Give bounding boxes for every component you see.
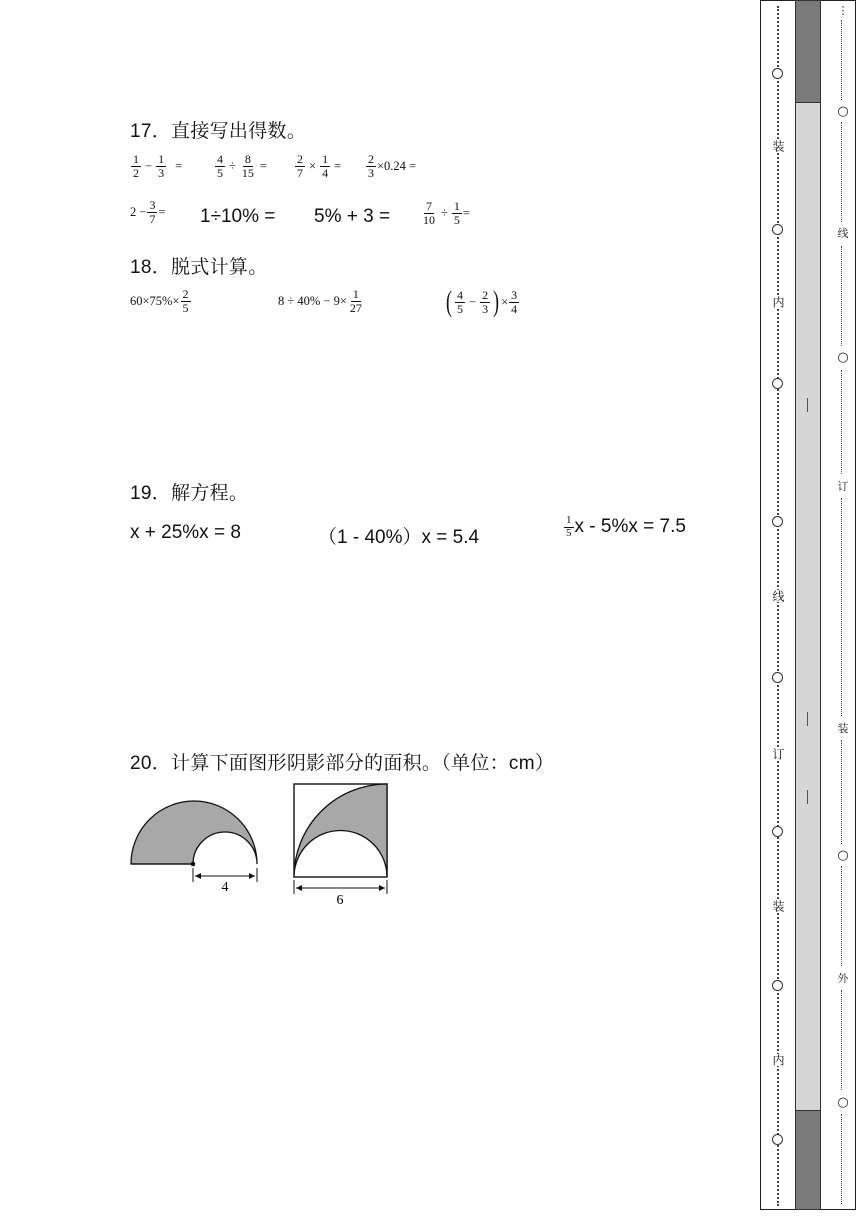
outer-dotted-line [841,1114,844,1204]
outer-dotted-line [841,866,844,966]
circle-glyph: ○ [837,104,849,119]
operator: ÷ [441,205,448,220]
binding-char: 内 [771,1054,785,1066]
frac-num: 2 [297,152,303,166]
right-paren: ) [493,285,500,318]
frac-den: 27 [349,300,362,315]
frac-num: 1 [453,199,460,213]
q19-expr-2: （1 - 40%）x = 5.4 [318,527,480,548]
arrow-right-icon [249,873,255,879]
binding-char: 内 [771,296,785,308]
binding-band-bottom [795,1110,821,1210]
circle-mark [772,378,783,389]
circle-glyph: ○ [837,1095,849,1110]
q20-title: 20．计算下面图形阴影部分的面积。（单位：cm） [130,753,555,774]
frac-den: 5 [457,301,463,316]
outer-dotted-line [841,122,844,222]
frac-den: 3 [368,165,374,180]
circle-mark [772,224,783,235]
outer-dotted-line [841,246,844,346]
frac-num: 7 [426,199,432,213]
q17-expr-4 [365,153,416,179]
expr-prefix: 60×75%× [130,293,180,308]
binding-outer-char: 线 [837,227,849,240]
frac-num: 1 [158,152,165,166]
binding-char: 订 [771,748,785,760]
circle-mark [772,1134,783,1145]
q18-title: 18．脱式计算。 [130,257,268,278]
fig1-dimension-label: 4 [221,880,229,895]
operator: × [309,158,317,173]
expr-rest: ×0.24 = [377,158,417,173]
dot-separator: ⋮ [837,4,849,17]
arrow-left-icon [195,873,201,879]
frac-den: 3 [158,165,165,180]
expr-rest: x - 5%x = 7.5 [574,516,686,538]
equals: = [175,158,183,173]
equals: = [462,205,470,220]
q18-expr-3 [444,287,520,317]
q17-expr-8 [420,200,470,226]
figure-shaded-arch [125,778,265,898]
frac-den: 2 [133,165,139,180]
frac-num: 2 [368,152,374,166]
circle-mark [772,672,783,683]
band-tick [807,790,808,804]
q18-expr-2 [278,288,365,314]
frac-num: 1 [133,152,139,166]
frac-den: 7 [149,211,156,226]
q17-expr-5 [130,199,166,225]
frac-num: 8 [244,152,251,166]
binding-outer-char: 装 [837,722,849,735]
q17-expr-2 [214,153,270,179]
operator: − [145,158,153,173]
frac-num: 2 [482,287,489,302]
arrow-right-icon [379,885,385,891]
q19-expr-1: x + 25%x = 8 [130,522,241,543]
operator: × [501,294,509,309]
equals: = [334,158,342,173]
band-tick [807,712,808,726]
circle-glyph: ○ [837,350,849,365]
frac-num: 4 [457,287,463,302]
binding-char: 装 [771,140,785,152]
circle-mark [772,826,783,837]
circle-mark [772,68,783,79]
outer-dotted-line [841,990,844,1090]
circle-glyph: ○ [837,848,849,863]
equals: = [259,158,267,173]
frac-num: 1 [566,514,572,526]
left-paren: ( [446,285,452,318]
figure-shaded-square [288,780,398,910]
frac-den: 15 [241,165,254,180]
binding-char: 装 [771,900,785,912]
frac-den: 7 [297,165,303,180]
circle-mark [772,980,783,991]
q18-expr-1 [130,288,192,314]
operator: ÷ [229,158,236,173]
frac-num: 1 [352,287,359,301]
frac-den: 5 [182,300,189,315]
q17-expr-6: 1÷10% = [200,206,276,227]
frac-den: 4 [511,301,518,316]
q19-title: 19．解方程。 [130,483,249,504]
outer-dotted-line [841,498,844,716]
frac-num: 4 [217,152,223,166]
inner-dotted-line [777,6,781,1206]
frac-num: 1 [322,152,329,166]
frac-den: 10 [423,212,435,227]
outer-dotted-line [841,20,844,100]
fig2-dimension-label: 6 [336,893,344,908]
binding-char: 线 [771,590,785,602]
q17-expr-7: 5% + 3 = [314,206,391,227]
frac-den: 5 [217,165,223,180]
q17-expr-3 [294,153,344,179]
frac-num: 3 [149,198,156,212]
circle-mark [772,516,783,527]
expr-prefix: 2 − [130,204,147,219]
binding-band [795,0,821,1210]
dot-mark [191,862,196,867]
frac-den: 3 [482,301,489,316]
band-tick [807,398,808,412]
q19-expr-3 [563,515,686,539]
arrow-left-icon [296,885,302,891]
frac-num: 2 [182,287,189,301]
outer-dotted-line [841,740,844,844]
outer-dotted-line [841,370,844,474]
equals: = [158,204,166,219]
binding-outer-char: 订 [837,480,849,493]
q17-expr-1 [130,153,185,179]
q17-title: 17．直接写出得数。 [130,121,307,142]
frac-num: 3 [511,287,518,302]
operator: − [469,294,477,309]
frac-den: 5 [453,212,460,227]
binding-outer-char: 外 [837,972,849,985]
shaded-region [131,801,257,864]
binding-band-top [795,0,821,103]
frac-den: 5 [566,526,572,539]
frac-den: 4 [322,165,329,180]
expr-prefix: 8 ÷ 40% − 9× [278,293,347,308]
